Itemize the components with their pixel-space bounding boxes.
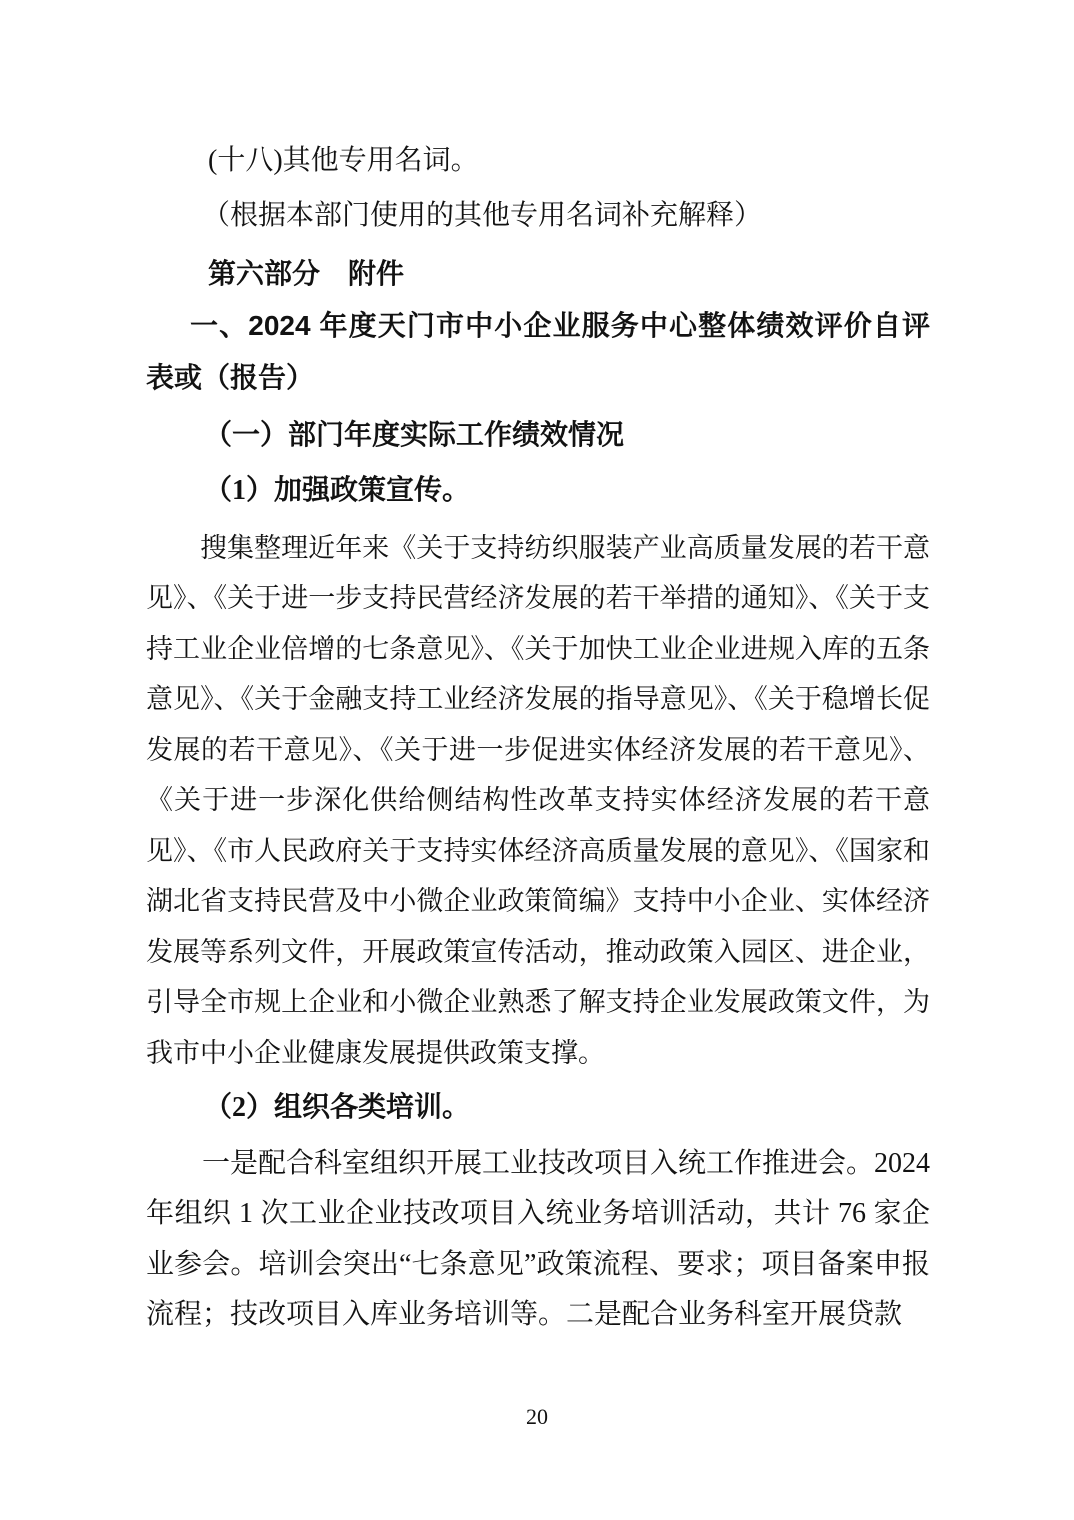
section-one-heading: （一）部门年度实际工作绩效情况: [204, 419, 625, 451]
paragraph-other-terms: (十八)其他专用名词。: [208, 145, 479, 176]
item2-heading: （2）组织各类培训。: [204, 1092, 471, 1123]
paragraph-note: （根据本部门使用的其他专用名词补充解释）: [202, 199, 763, 231]
item1-heading: （1）加强政策宣传。: [204, 475, 471, 506]
document-content: [146, 136, 930, 1341]
part-six-heading: 第六部分 附件: [208, 258, 405, 289]
page-number: 20: [526, 1404, 548, 1429]
item1-body-paragraph: 搜集整理近年来《关于支持纺织服装产业高质量发展的若干意见》、《关于进一步支持民营经济发展的若干举措的通知》、《关于支持工业企业倍增的七条意见》、《关于加快工业企业进规入库的五条意见》、《关于金融支持工业经济发展的指导意见》、《关于稳增长促发展的若干意见》、《关于进一步促进实体经济发展的若干意见》、《关于进一步深化供给侧结构性改革支持实体经济发展的若干意见》、《市人民政府关于支持实体经济高质量发展的意见》、《国家和湖北省支持民营及中小微企业政策简编》支持中小企业、实体经济发展等系列文件，开展政策宣传活动，推动政策入园区、进企业，引导全市规上企业和小微企业熟悉了解支持企业发展政策文件，为我市中小企业健康发展提供政策支撑。: [146, 532, 930, 1068]
item2-body-paragraph: 一是配合科室组织开展工业技改项目入统工作推进会。2024 年组织 1 次工业企业技改项目入统业务培训活动，共计 76 家企业参会。培训会突出“七条意见”政策流程、要求；项目备案申报流程；技改项目入库业务培训等。二是配合业务科室开展贷款: [146, 1147, 931, 1330]
attachment-title: 一、2024 年度天门市中小企业服务中心整体绩效评价自评表或（报告）: [146, 309, 930, 393]
